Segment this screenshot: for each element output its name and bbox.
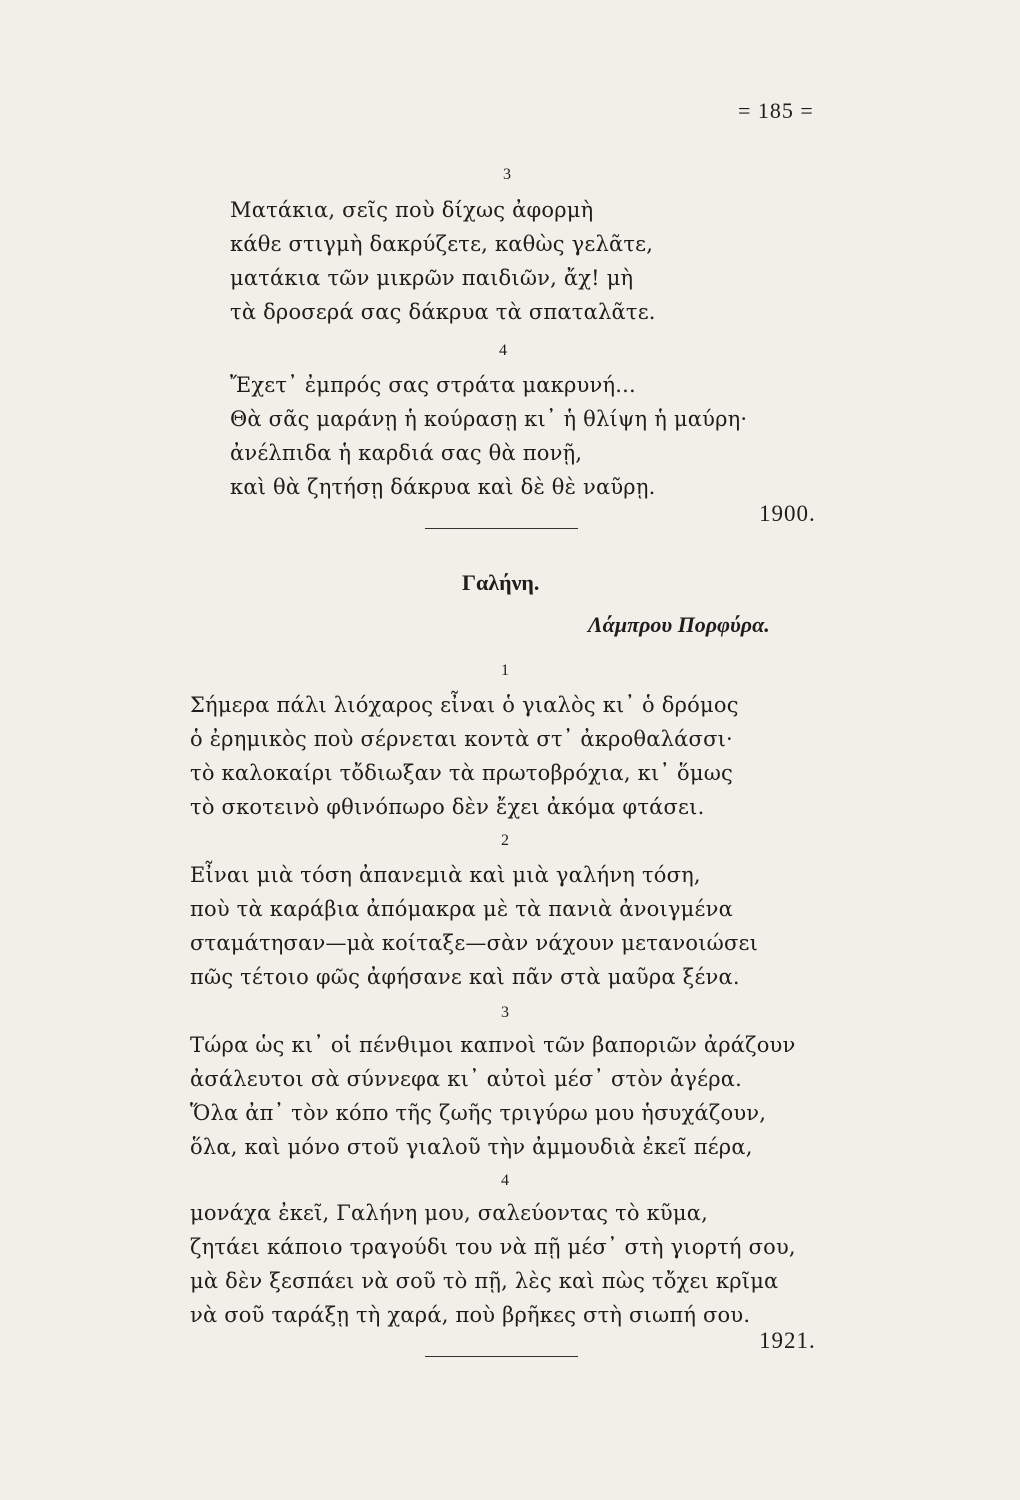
poem-line: τὸ σκοτεινὸ φθινόπωρο δὲν ἔχει ἀκόμα φτάσει. (190, 795, 705, 819)
stanza-number: 4 (501, 1172, 509, 1189)
poem-line: μὰ δὲν ξεσπάει νὰ σοῦ τὸ πῇ, λὲς καὶ πὼς τὄχει κρῖμα (190, 1269, 779, 1293)
poem-line: ὅλα, καὶ μόνο στοῦ γιαλοῦ τὴν ἀμμουδιὰ ἐκεῖ πέρα, (190, 1135, 753, 1159)
poem-date: 1921. (759, 1328, 816, 1353)
poem-line: Ματάκια, σεῖς ποὺ δίχως ἀφορμὴ (230, 198, 594, 222)
poem-line: Ὅλα ἀπ᾿ τὸν κόπο τῆς ζωῆς τριγύρω μου ἡσυχάζουν, (190, 1101, 767, 1125)
poem-line: πῶς τέτοιο φῶς ἀφήσανε καὶ πᾶν στὰ μαῦρα ξένα. (190, 965, 740, 989)
poem-line: ματάκια τῶν μικρῶν παιδιῶν, ἄχ! μὴ (230, 266, 634, 290)
poem-line: Σήμερα πάλι λιόχαρος εἶναι ὁ γιαλὸς κι᾿ ὁ δρόμος (190, 693, 739, 717)
stanza-number: 3 (503, 166, 511, 183)
section-divider (425, 1356, 578, 1357)
poem-line: Ἔχετ᾿ ἐμπρός σας στράτα μακρυνή... (230, 373, 636, 397)
poem-date: 1900. (759, 501, 816, 526)
stanza-number: 3 (501, 1004, 509, 1021)
poem-line: ἀνέλπιδα ἡ καρδιά σας θὰ πονῇ, (230, 441, 583, 465)
poem-line: τὸ καλοκαίρι τὄδιωξαν τὰ πρωτοβρόχια, κι᾿ ὅμως (190, 761, 733, 785)
poem-title: Γαλήνη. (462, 570, 540, 595)
poem-line: Θὰ σᾶς μαράνῃ ἡ κούρασῃ κι᾿ ἡ θλίψη ἡ μαύρη· (230, 407, 748, 431)
poem-line: Τώρα ὡς κι᾿ οἱ πένθιμοι καπνοὶ τῶν βαποριῶν ἀράζουν (190, 1033, 796, 1057)
poem-line: νὰ σοῦ ταράξῃ τὴ χαρά, ποὺ βρῆκες στὴ σιωπή σου. (190, 1303, 751, 1327)
poem-line: ζητάει κάποιο τραγούδι του νὰ πῇ μέσ᾿ στὴ γιορτή σου, (190, 1235, 796, 1259)
poem-line: ποὺ τὰ καράβια ἀπόμακρα μὲ τὰ πανιὰ ἀνοιγμένα (190, 897, 733, 921)
poem-line: κάθε στιγμὴ δακρύζετε, καθὼς γελᾶτε, (230, 232, 654, 256)
poem-line: ὁ ἐρημικὸς ποὺ σέρνεται κοντὰ στ᾿ ἀκροθαλάσσι· (190, 727, 733, 751)
poem-line: ἀσάλευτοι σὰ σύννεφα κι᾿ αὐτοὶ μέσ᾿ στὸν ἀγέρα. (190, 1067, 743, 1091)
page-number: = 185 = (738, 98, 814, 123)
poem-line: καὶ θὰ ζητήσῃ δάκρυα καὶ δὲ θὲ ναῦρῃ. (230, 475, 656, 499)
poem-author: Λάμπρου Πορφύρα. (588, 612, 770, 637)
stanza-number: 1 (501, 662, 509, 679)
poem-line: Εἶναι μιὰ τόση ἀπανεμιὰ καὶ μιὰ γαλήνη τόση, (190, 863, 701, 887)
stanza-number: 4 (499, 342, 507, 359)
poem-line: τὰ δροσερά σας δάκρυα τὰ σπαταλᾶτε. (230, 300, 656, 324)
stanza-number: 2 (501, 832, 509, 849)
section-divider (425, 528, 578, 529)
poem-line: σταμάτησαν—μὰ κοίταξε—σὰν νάχουν μετανοιώσει (190, 931, 759, 955)
poem-line: μονάχα ἐκεῖ, Γαλήνη μου, σαλεύοντας τὸ κῦμα, (190, 1201, 708, 1225)
